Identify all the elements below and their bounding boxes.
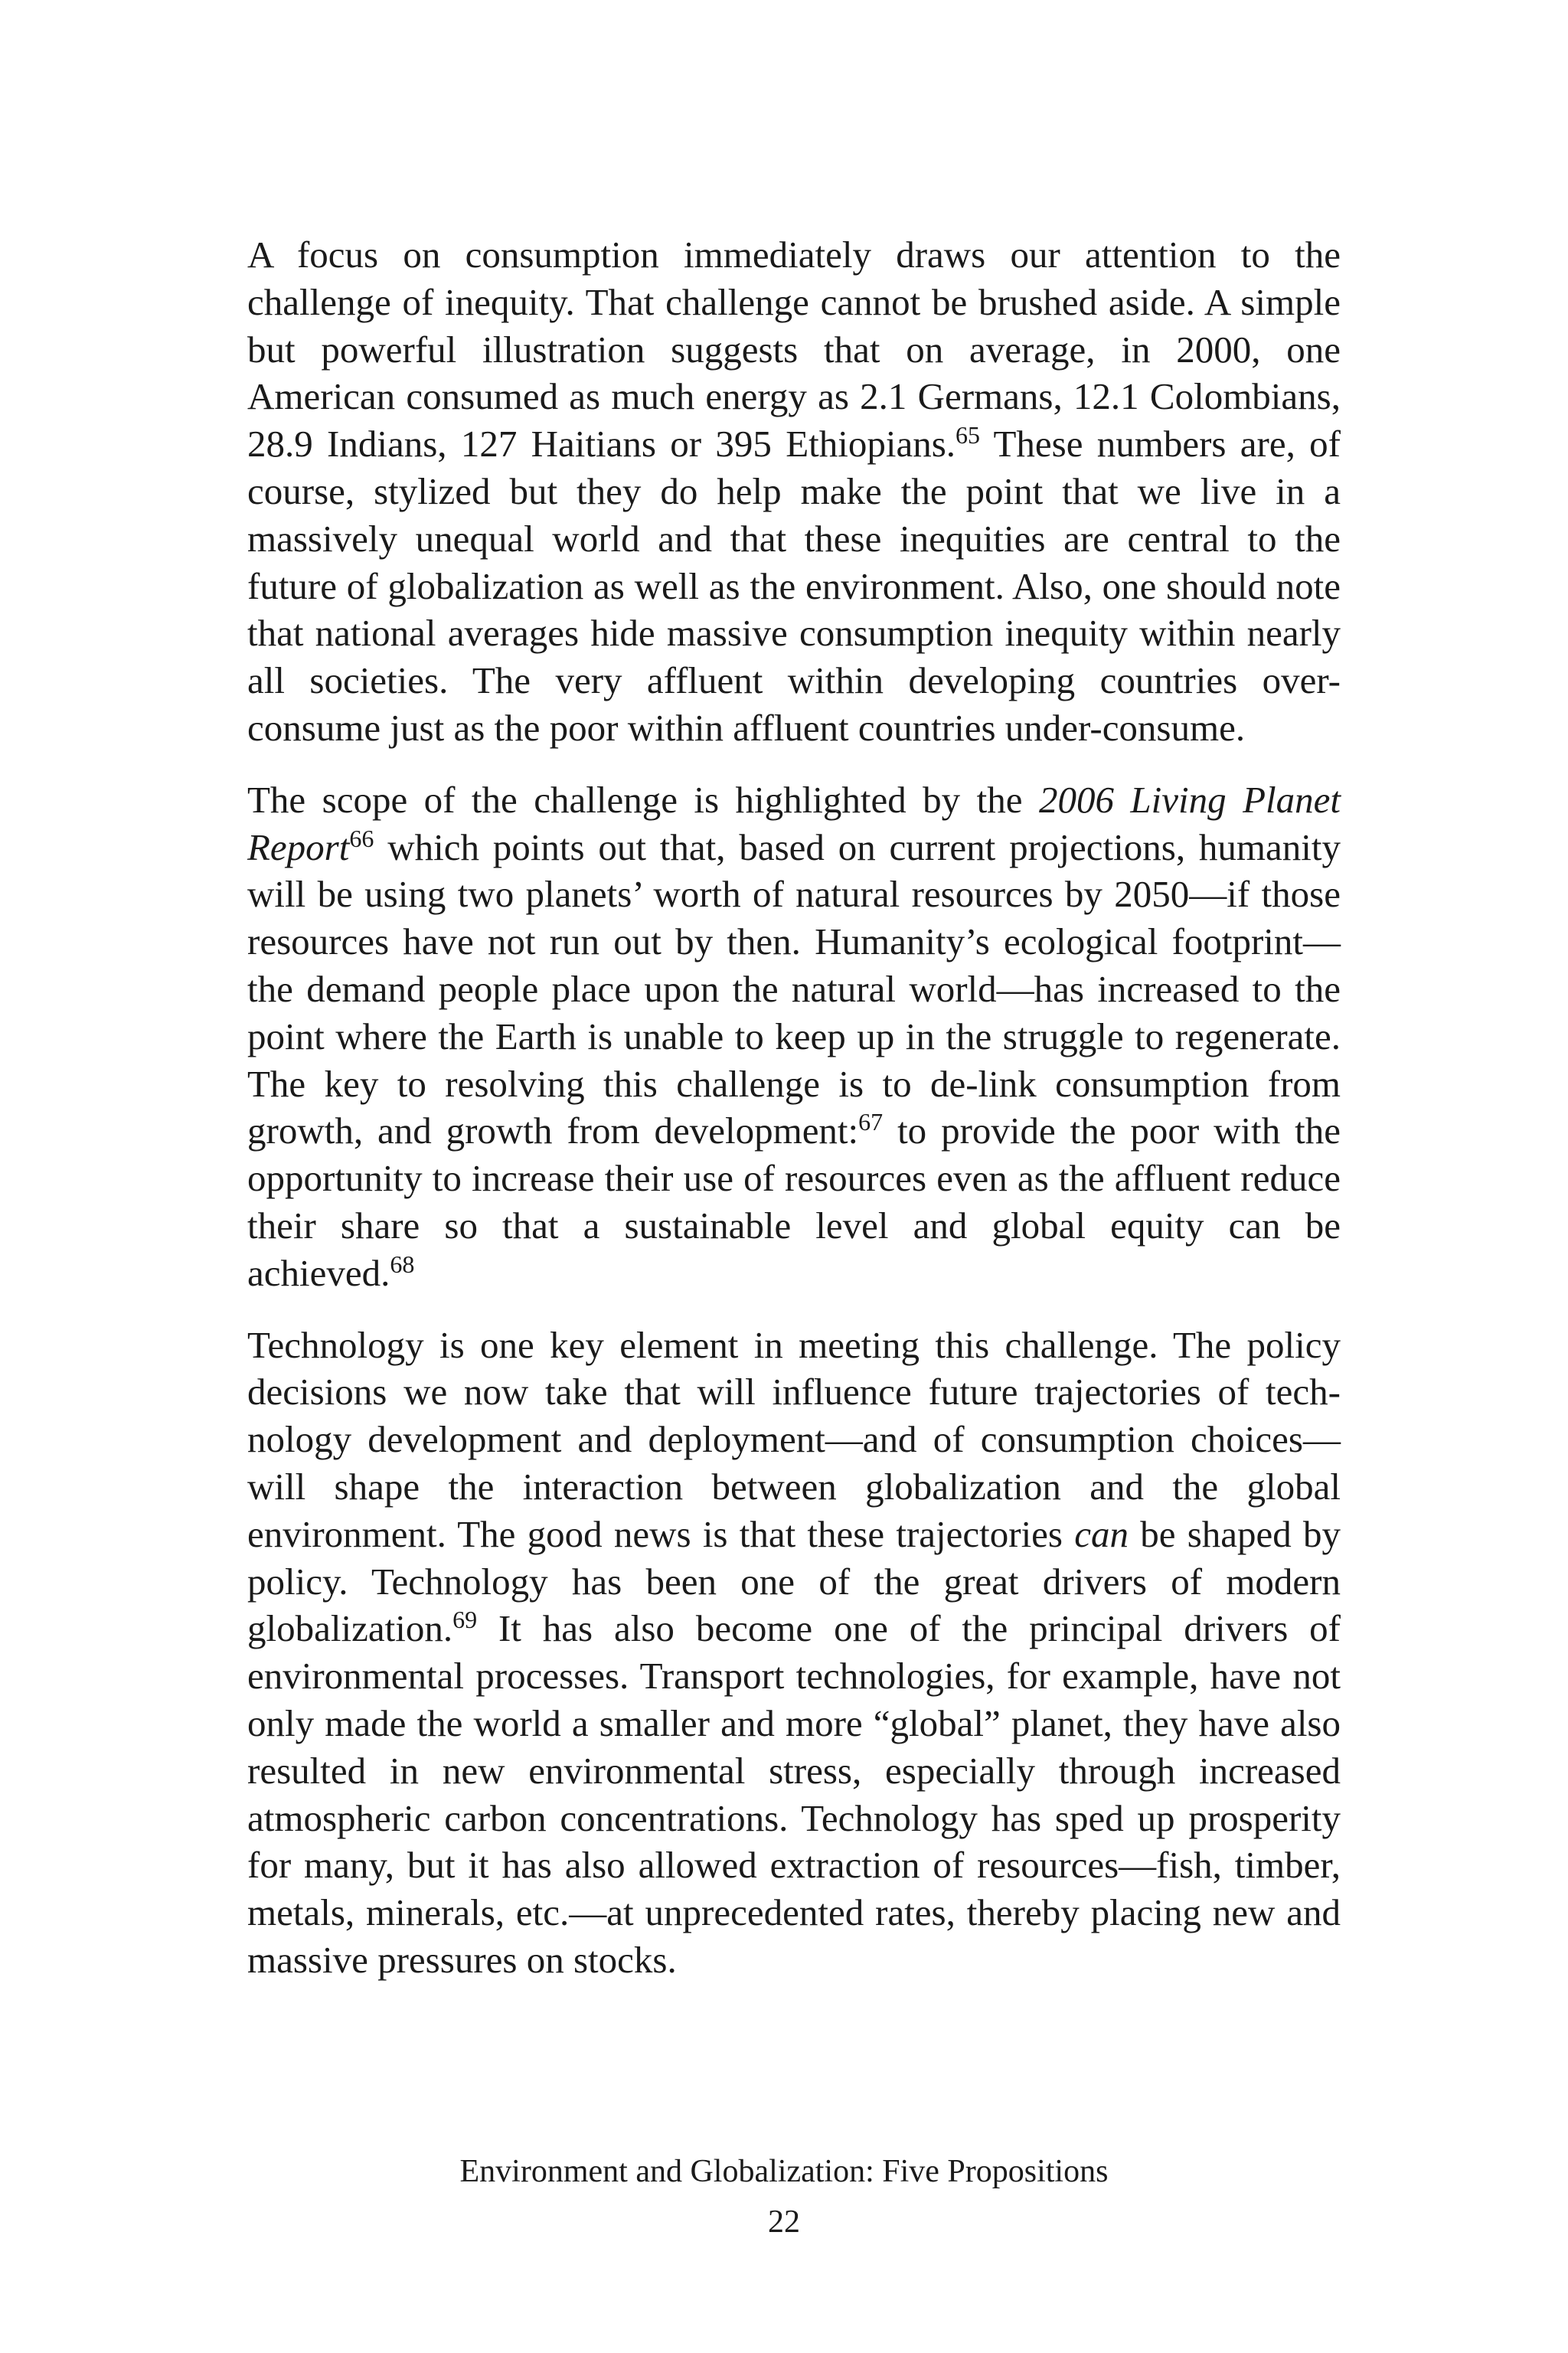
running-footer-title: Environment and Globalization: Five Propositions bbox=[459, 2154, 1109, 2189]
text-run: It has also become one of the principal drivers of environmental processes. Transport technologies, for example, have not only made the world a smaller and more “global” planet, they have also resulted in new environmental stress, especially through increased atmospheric carbon concentrations. Technology has sped up prosperity for many, but it has also allowed extraction of resources—fish, timber, metals, minerals, etc.—at unprecedented rates, thereby placing new and massive pressures on stocks. bbox=[247, 1607, 1341, 1981]
paragraph bbox=[247, 1322, 1341, 1984]
body-text bbox=[247, 231, 1341, 1984]
text-run: to provide the poor with the opportunity to increase their use of resources even as the affluent reduce their share so that a sustainable level and global equity can be achieved. bbox=[247, 1110, 1341, 1294]
text-run: be shaped by policy. Technology has been one of the great drivers of modern globalization. bbox=[247, 1512, 1341, 1650]
footnote-ref: 68 bbox=[390, 1250, 415, 1278]
footnote-ref: 67 bbox=[858, 1108, 884, 1136]
text-run: which points out that, based on current projections, humanity will be using two planets’ worth of natural resources by 2050—if those resources have not run out by then. Humanity’s ecological footprint—the demand people place upon the natural world—has increased to the point where the Earth is unable to keep up in the struggle to regenerate. The key to resolving this challenge is to de-link consumption from growth, and growth from development: bbox=[247, 825, 1341, 1152]
italic-title: 2006 Living Planet Report bbox=[247, 778, 1341, 868]
page-number: 22 bbox=[768, 2204, 800, 2240]
italic-emphasis: can bbox=[1074, 1512, 1129, 1555]
paragraph bbox=[247, 776, 1341, 1297]
paragraph bbox=[247, 231, 1341, 752]
footnote-ref: 69 bbox=[452, 1606, 478, 1634]
text-run: Technology is one key element in meeting this challenge. The policy decisions we now take that will influence future trajectories of technology development and deployment—and of consumption choices—will shape the interaction between globalization and the global environment. The good news is that these trajectories bbox=[247, 1323, 1341, 1555]
footnote-ref: 66 bbox=[349, 824, 374, 852]
text-run: The scope of the challenge is highlighted by the bbox=[247, 778, 1039, 821]
text-run: A focus on consumption immediately draws our attention to the challenge of inequity. That challenge cannot be brushed aside. A simple but powerful illustration suggests that on average, in 2000, one American consumed as much energy as 2.1 Germans, 12.1 Colombians, 28.9 Indians, 127 Haitians or 395 Ethiopians. bbox=[247, 234, 1341, 466]
footnote-ref: 65 bbox=[956, 421, 981, 449]
text-run: These numbers are, of course, stylized but they do help make the point that we live in a massively unequal world and that these inequities are central to the future of globalization as well as the environment. Also, one should note that national averages hide massive consumption inequity within nearly all societies. The very affluent within developing countries over-consume just as the poor within affluent countries under-consume. bbox=[247, 423, 1341, 749]
